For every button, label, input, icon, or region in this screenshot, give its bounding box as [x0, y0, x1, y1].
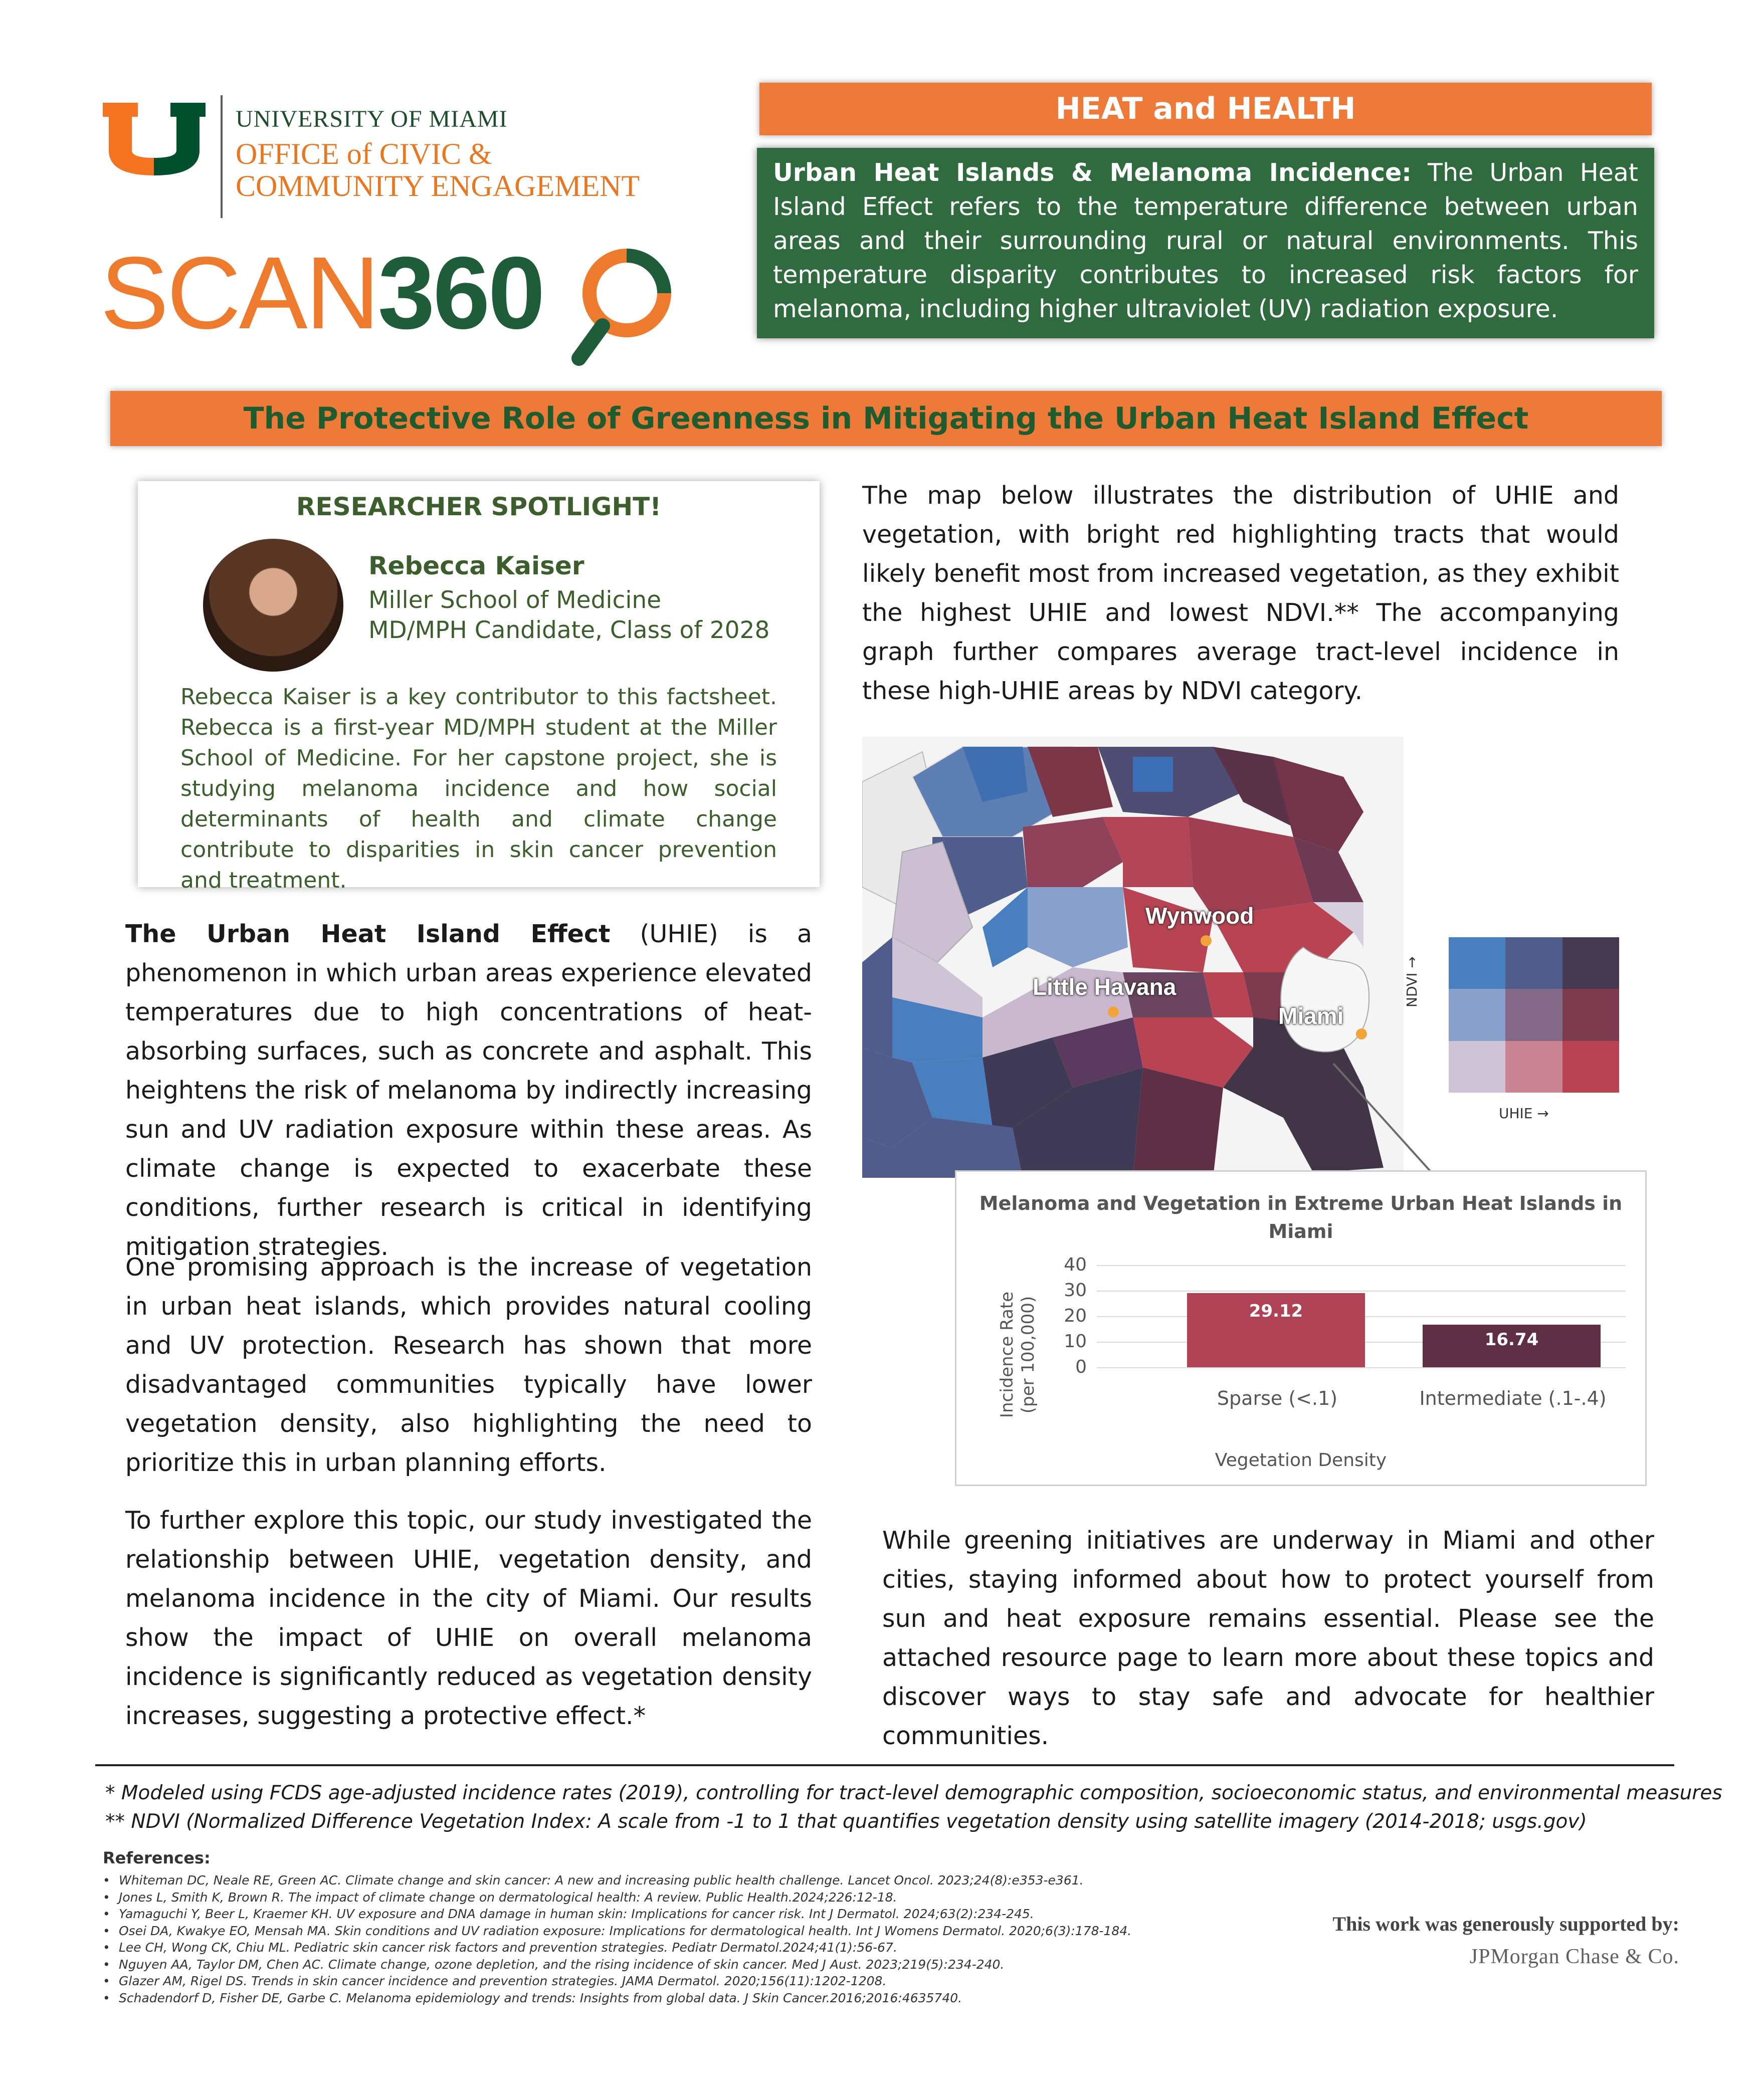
logo-divider	[221, 95, 223, 218]
footnote-1: * Modeled using FCDS age-adjusted incidence rates (2019), controlling for tract-level demographic composition, socioeconomic status, and environmental measures	[105, 1782, 1722, 1804]
office-name	[236, 138, 640, 202]
footer-divider	[95, 1764, 1674, 1766]
uhie-lead: The Urban Heat Island Effect	[125, 920, 611, 948]
hh-lead: Urban Heat Islands & Melanoma Incidence:	[773, 158, 1412, 187]
researcher-spotlight-card	[138, 481, 820, 893]
legend-cell-hiNDVI-hiUHIE	[1562, 937, 1619, 989]
chart-title: Melanoma and Vegetation in Extreme Urban Heat Islands in Miami	[979, 1192, 1623, 1242]
footnote-2: ** NDVI (Normalized Difference Vegetation Index: A scale from -1 to 1 that quantifies vegetation density using satellite imagery (2014-2018; usgs.gov)	[105, 1810, 1587, 1833]
y-tick-10: 10	[1064, 1331, 1087, 1352]
legend-cell-loNDVI-midUHIE	[1505, 1041, 1562, 1093]
legend-ndvi-axis-label: NDVI →	[1404, 956, 1420, 1007]
legend-uhie-axis-label: UHIE →	[1499, 1105, 1549, 1122]
page-title: The Protective Role of Greenness in Mitigating the Urban Heat Island Effect	[110, 391, 1662, 446]
magnifying-glass-icon	[571, 246, 682, 366]
reference-item: • Lee CH, Wong CK, Chiu ML. Pediatric skin cancer risk factors and prevention strategies. Pediatr Dermatol.2024;41(1):56-67.	[103, 1939, 1296, 1956]
chart-y-axis-label	[997, 1282, 1039, 1427]
reference-item: • Jones L, Smith K, Brown R. The impact of climate change on dermatological health: A review. Public Health.2024;226:12-18.	[103, 1889, 1296, 1906]
melanoma-vegetation-chart	[955, 1170, 1647, 1486]
reference-item: • Osei DA, Kwakye EO, Mensah MA. Skin conditions and UV radiation exposure: Implications for dermatological health. Int J Womens Dermatol. 2020;6(3):178-184.	[103, 1923, 1296, 1940]
study-paragraph: To further explore this topic, our study investigated the relationship between UHIE, vegetation density, and melanoma incidence in the city of Miami. Our results show the impact of UHIE on overall melanoma incidence is significantly reduced as vegetation density increases, suggesting a protective effect.*	[125, 1506, 812, 1730]
reference-item: • Nguyen AA, Taylor DM, Chen AC. Climate change, ozone depletion, and the rising incidence of skin cancer. Med J Aust. 2023;219(5):234-240.	[103, 1956, 1296, 1973]
map-label-little-havana: Little Havana	[1033, 974, 1177, 1000]
office-line-1: OFFICE of CIVIC &	[236, 137, 492, 170]
scan-text: SCAN	[100, 236, 378, 350]
reference-item: • Schadendorf D, Fisher DE, Garbe C. Melanoma epidemiology and trends: Insights from global data. J Skin Cancer.2016;2016:4635740.	[103, 1990, 1296, 2007]
university-name: UNIVERSITY OF MIAMI	[236, 106, 508, 132]
heat-and-health-description	[757, 148, 1654, 338]
uhie-paragraph	[125, 915, 812, 1267]
map-label-miami: Miami	[1278, 1003, 1344, 1029]
bar-intermediate	[1423, 1325, 1601, 1367]
gridline	[1097, 1265, 1626, 1266]
y-tick-0: 0	[1075, 1357, 1087, 1377]
vegetation-paragraph: One promising approach is the increase of vegetation in urban heat islands, which provides natural cooling and UV protection. Research has shown that more disadvantaged communities typically have lower vegetation density, also highlighting the need to prioritize this in urban planning efforts.	[125, 1253, 812, 1477]
spotlight-heading: RESEARCHER SPOTLIGHT!	[296, 492, 662, 521]
reference-item: • Whiteman DC, Neale RE, Green AC. Climate change and skin cancer: A new and increasing public health challenge. Lancet Oncol. 2023;24(8):e353-e361.	[103, 1872, 1296, 1889]
y-tick-40: 40	[1064, 1254, 1087, 1275]
references-heading: References:	[103, 1848, 211, 1867]
map-label-wynwood: Wynwood	[1145, 903, 1254, 929]
gridline	[1097, 1291, 1626, 1292]
sponsor-logo-text: JPMorgan Chase & Co.	[1469, 1945, 1679, 1968]
y-tick-20: 20	[1064, 1306, 1087, 1326]
uhie-ndvi-bivariate-map	[862, 737, 1404, 1178]
uhie-text: (UHIE) is a phenomenon in which urban areas experience elevated temperatures due to high concentrations of heat-absorbing surfaces, such as concrete and asphalt. This heightens the risk of melanoma by indirectly increasing sun and UV radiation exposure within these areas. As climate change is expected to exacerbate these conditions, further research is critical in identifying mitigation strategies.	[125, 920, 812, 1261]
y-label-line-1: Incidence Rate	[997, 1291, 1017, 1418]
support-statement: This work was generously supported by:	[1332, 1913, 1679, 1935]
researcher-photo	[203, 539, 343, 672]
360-text: 360	[377, 236, 543, 350]
map-intro-paragraph: The map below illustrates the distribution of UHIE and vegetation, with bright red highlighting tracts that would likely benefit most from increased vegetation, as they exhibit the highest UHIE and lowest NDVI.** The accompanying graph further compares average tract-level incidence in these high-UHIE areas by NDVI category.	[862, 481, 1619, 705]
legend-cell-hiNDVI-midUHIE	[1505, 937, 1562, 989]
legend-cell-midNDVI-hiUHIE	[1562, 989, 1619, 1040]
references-list	[103, 1872, 1296, 2006]
y-label-line-2: (per 100,000)	[1018, 1296, 1038, 1414]
legend-cell-hiNDVI-loUHIE	[1449, 937, 1505, 989]
reference-item: • Glazer AM, Rigel DS. Trends in skin cancer incidence and prevention strategies. JAMA Dermatol. 2020;156(11):1202-1208.	[103, 1973, 1296, 1990]
little-havana-marker	[1108, 1006, 1119, 1017]
office-line-2: COMMUNITY ENGAGEMENT	[236, 169, 640, 202]
university-of-miami-u-logo	[103, 103, 206, 175]
researcher-program: MD/MPH Candidate, Class of 2028	[368, 616, 770, 644]
legend-cell-loNDVI-hiUHIE	[1562, 1041, 1619, 1093]
bar-sparse-value: 29.12	[1249, 1301, 1303, 1321]
researcher-bio: Rebecca Kaiser is a key contributor to this factsheet. Rebecca is a first-year MD/MPH student at the Miller School of Medicine. For her capstone project, she is studying melanoma incidence and how social determinants of health and climate change contribute to disparities in skin cancer prevention and treatment.	[180, 684, 777, 893]
closing-paragraph: While greening initiatives are underway in Miami and other cities, staying informed about how to protect yourself from sun and heat exposure remains essential. Please see the attached resource page to learn more about these topics and discover ways to stay safe and advocate for healthier communities.	[882, 1526, 1654, 1750]
researcher-affiliation: Miller School of Medicine	[368, 586, 662, 614]
x-category-intermediate: Intermediate (.1-.4)	[1419, 1387, 1607, 1409]
heat-and-health-banner: HEAT and HEALTH	[759, 83, 1652, 135]
map-tracts	[862, 737, 1404, 1178]
researcher-name: Rebecca Kaiser	[368, 551, 584, 580]
legend-cell-loNDVI-loUHIE	[1449, 1041, 1505, 1093]
hh-text: The Urban Heat Island Effect refers to the temperature difference between urban areas and their surrounding rural or natural environments. This temperature disparity contributes to increased risk factors for melanoma, including higher ultraviolet (UV) radiation exposure.	[773, 158, 1638, 323]
reference-item: • Yamaguchi Y, Beer L, Kraemer KH. UV exposure and DNA damage in human skin: Implications for cancer risk. Int J Dermatol. 2024;63(2):234-245.	[103, 1906, 1296, 1923]
legend-cell-midNDVI-loUHIE	[1449, 989, 1505, 1040]
miami-marker	[1356, 1028, 1367, 1039]
bivariate-legend	[1449, 937, 1619, 1093]
x-category-sparse: Sparse (<.1)	[1217, 1387, 1338, 1409]
wynwood-marker	[1201, 935, 1212, 946]
gridline-baseline	[1097, 1367, 1626, 1368]
legend-cell-midNDVI-midUHIE	[1505, 989, 1562, 1040]
y-tick-30: 30	[1064, 1280, 1087, 1301]
scan360-logo	[100, 236, 543, 351]
bar-intermediate-value: 16.74	[1484, 1330, 1539, 1350]
chart-x-axis-label: Vegetation Density	[1215, 1450, 1387, 1471]
bar-sparse	[1187, 1293, 1365, 1367]
